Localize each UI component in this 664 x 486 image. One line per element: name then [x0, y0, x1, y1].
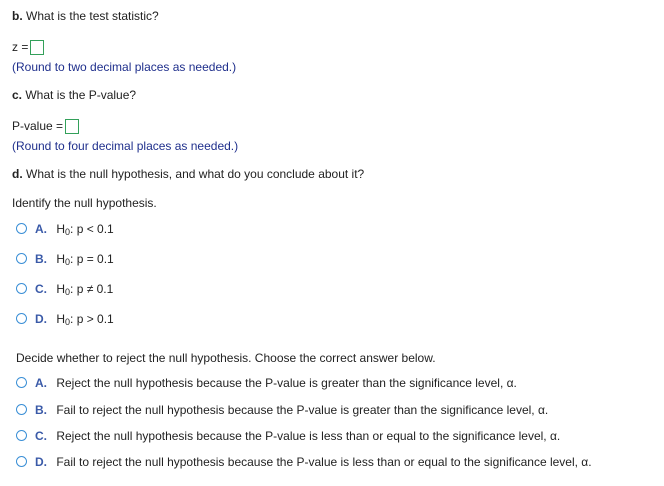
hypothesis-symbol: H: [56, 252, 66, 266]
hypothesis-option-d[interactable]: [16, 312, 114, 327]
option-letter: D.: [35, 455, 47, 469]
hypothesis-expression: [56, 312, 113, 326]
radio-circle-icon[interactable]: [16, 283, 27, 294]
radio-circle-icon[interactable]: [16, 313, 27, 324]
z-input-label: z =: [12, 40, 29, 54]
option-letter: A.: [35, 222, 47, 236]
hypothesis-relation: : p > 0.1: [70, 312, 114, 326]
p-value-answer-input[interactable]: [65, 119, 79, 134]
decision-option-b[interactable]: [16, 403, 548, 417]
radio-circle-icon[interactable]: [16, 456, 27, 467]
p-value-input-label: P-value =: [12, 119, 64, 133]
part-b-hint: (Round to two decimal places as needed.): [12, 60, 237, 74]
decision-option-c[interactable]: [16, 429, 560, 443]
hypothesis-subscript: 0: [65, 317, 71, 327]
hypothesis-subscript: 0: [65, 257, 71, 267]
hypothesis-option-a[interactable]: [16, 222, 114, 237]
decision-option-text: Reject the null hypothesis because the P-value is greater than the significance level, α.: [56, 376, 517, 390]
decision-option-text: Reject the null hypothesis because the P-value is less than or equal to the significance level, α.: [56, 429, 561, 443]
decision-option-a[interactable]: [16, 376, 517, 390]
decide-prompt: Decide whether to reject the null hypothesis. Choose the correct answer below.: [16, 351, 436, 365]
hypothesis-relation: : p < 0.1: [70, 222, 114, 236]
hypothesis-symbol: H: [56, 312, 66, 326]
hypothesis-symbol: H: [56, 222, 66, 236]
option-letter: B.: [35, 252, 47, 266]
part-c-hint: (Round to four decimal places as needed.): [12, 139, 239, 153]
decision-option-text: Fail to reject the null hypothesis because the P-value is greater than the significance level, α.: [56, 403, 549, 417]
hypothesis-subscript: 0: [65, 227, 71, 237]
hypothesis-expression: [56, 282, 113, 296]
z-answer-input[interactable]: [30, 40, 44, 55]
option-letter: B.: [35, 403, 47, 417]
part-b-question-text: What is the test statistic?: [26, 9, 159, 23]
hypothesis-expression: [56, 252, 113, 266]
radio-circle-icon[interactable]: [16, 430, 27, 441]
hypothesis-relation: : p = 0.1: [70, 252, 114, 266]
part-b-question: [12, 9, 159, 23]
part-d-prefix: d.: [12, 167, 23, 181]
hypothesis-subscript: 0: [65, 287, 71, 297]
identify-null-prompt: Identify the null hypothesis.: [12, 196, 157, 210]
decision-option-text: Fail to reject the null hypothesis because the P-value is less than or equal to the significance level, α.: [56, 455, 592, 469]
z-input-row: [12, 40, 44, 55]
radio-circle-icon[interactable]: [16, 404, 27, 415]
option-letter: C.: [35, 429, 47, 443]
part-c-question: [12, 88, 136, 102]
part-d-question-text: What is the null hypothesis, and what do you conclude about it?: [26, 167, 365, 181]
hypothesis-relation: : p ≠ 0.1: [70, 282, 114, 296]
decision-option-d[interactable]: [16, 455, 592, 469]
part-c-prefix: c.: [12, 88, 23, 102]
radio-circle-icon[interactable]: [16, 377, 27, 388]
radio-circle-icon[interactable]: [16, 223, 27, 234]
part-b-prefix: b.: [12, 9, 23, 23]
hypothesis-expression: [56, 222, 113, 236]
p-value-input-row: [12, 119, 79, 134]
hypothesis-option-b[interactable]: [16, 252, 114, 267]
option-letter: D.: [35, 312, 47, 326]
radio-circle-icon[interactable]: [16, 253, 27, 264]
part-d-question: [12, 167, 364, 181]
hypothesis-symbol: H: [56, 282, 66, 296]
part-c-question-text: What is the P-value?: [25, 88, 137, 102]
hypothesis-option-c[interactable]: [16, 282, 113, 297]
option-letter: A.: [35, 376, 47, 390]
option-letter: C.: [35, 282, 47, 296]
